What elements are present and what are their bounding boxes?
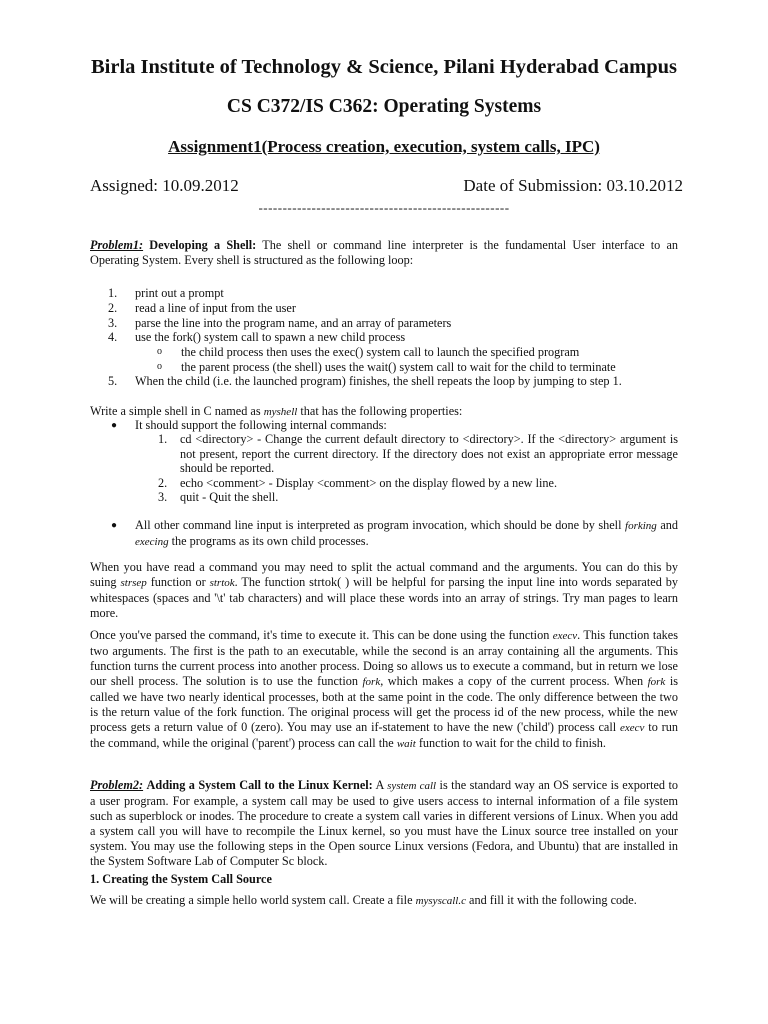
problem1-lead: Developing a Shell:: [149, 238, 257, 252]
problem2-lead: Adding a System Call to the Linux Kernel:: [146, 778, 373, 792]
document-page: Birla Institute of Technology & Science, Pilani Hyderabad Campus CS C372/IS C362: Operating Systems Assignment1(Process creation, execution, system calls, IPC) Assigned: 10.09.2012 Date of Submission: 03.10.2012 ---------------------------------------------------- Problem1: Developing a Shell: The shell or command line interpreter is the fundamental User interface to an Operating System. Every shell is structured as the following loop: 1. print out a prompt 2. read a line of input from the user 3. parse the line into the program name, and an array of parameters 4. use the fork() system call to spawn a new child process o the child process then uses the exec() system call to launch the specified program o the parent process (the shell) uses the wait() system call to wait for the child to terminate 5. When the child (i.e. the launched program) finishes, the shell repeats the loop by jumping to step 1. Write a simple shell in C named as myshell that has the following properties: ● It should support the following internal commands: 1. cd <directory> - Change the current default directory to <directory>. If the <directory> argument is not present, report the current directory. If the directory does not exist an appropriate error message should be reported. 2. echo <comment> - Display <comment> on the display flowed by a new line. 3. quit - Quit the shell. ● All other command line input is interpreted as program invocation, which should be done by shell forking and execing the programs as its own child processes. When you have read a command you may need to split the actual command and the arguments. You can do this by suing strsep function or strtok. The function strtok( ) will be helpful for parsing the input line into words separated by whitespaces (spaces and '\t' tab characters) and will place these words into an array of strings. Try man pages to learn more. Once you've parsed the command, it's time to execute it. This can be done using the function execv. This function takes two arguments. The first is the path to an executable, while the second is an array containing all the arguments. This function turns the current process into another process. Doing so allows us to execute a command, but in return we lose our shell process. The solution is to use the function fork, which makes a copy of the current process. When fork is called we have two nearly identical processes, both at the same point in the code. The only difference between the two is the return value of the fork function. The original process will get the process id of the new process, while the new process gets a return value of 0 (zero). You may use an if-statement to have the new ('child') process call execv to run the command, while the original ('parent') process can call the wait function to wait for the child to finish. Problem2: Adding a System Call to the Linux Kernel: A system call is the standard way an OS service is exported to a user program. For example, a system call may be used to give users access to internal information of a file system such as superblock or inodes. The procedure to create a system call varies in different versions of Linux. When you add a system call you will have to recompile the Linux kernel, so you must have the Linux source tree installed on your system. You may use the following steps in the Open source Linux versions (Fedora, and Ubuntu) that are installed in the System Software Lab of Computer Sc block. 1. Creating the System Call Source We will be creating a simple hello world system call. Create a file mysyscall.c and fill it with the following code.: [0, 0, 768, 1024]
course-title: CS C372/IS C362: Operating Systems: [226, 96, 542, 117]
execute-command-paragraph: Once you've parsed the command, it's time to execute it. This can be done using the function execv. This function takes two arguments. The first is the path to an executable, while the second is an array containing all the arguments. This function turns the current process into another process. Doing so allows us to execute a command, but in return we lose our shell process. The solution is to use the function fork, which makes a copy of the current process. When fork is called we have two nearly identical processes, both at the same point in the code. The only difference between the two is the return value of the fork function. The original process will get the process id of the new process, while the new process gets a return value of 0 (zero). You may use an if-statement to have the new ('child') process call execv to run the command, while the original ('parent') process can call the wait function to wait for the child to finish.: [90, 628, 679, 750]
section-heading: 1. Creating the System Call Source: [90, 872, 272, 886]
internal-commands-list: [150, 432, 678, 505]
list-item: 1. cd <directory> - Change the current default directory to <directory>. If the <directory> argument is not present, report the current directory. If the directory does not exist an appropriate error message should be reported.: [158, 432, 678, 476]
divider-line: ----------------------------------------------------: [258, 200, 510, 215]
assigned-date: Assigned: 10.09.2012: [90, 176, 239, 195]
list-item: 3. quit - Quit the shell.: [158, 490, 279, 505]
myshell-intro: Write a simple shell in C named as myshell that has the following properties:: [90, 404, 463, 418]
assignment-title: Assignment1(Process creation, execution, system calls, IPC): [168, 137, 600, 156]
split-command-paragraph: When you have read a command you may need to split the actual command and the arguments. You can do this by suing strsep function or strtok. The function strtok( ) will be helpful for parsing the input line into words separated by whitespaces (spaces and '\t' tab characters) and will place these words into an array of strings. Try man pages to learn more.: [90, 560, 679, 620]
problem2-intro: Problem2: Adding a System Call to the Linux Kernel: A system call is the standard way an OS service is exported to a user program. For example, a system call may be used to give users access to internal information of a file system such as superblock or inodes. The procedure to create a system call varies in different versions of Linux. When you add a system call you will have to recompile the Linux kernel, so you must have the Linux source tree installed on your system. You may use the following steps in the Open source Linux versions (Fedora, and Ubuntu) that are installed in the System Software Lab of Computer Sc block.: [90, 778, 679, 868]
institute-title: Birla Institute of Technology & Science, Pilani Hyderabad Campus: [90, 56, 677, 78]
submission-date: Date of Submission: 03.10.2012: [463, 176, 683, 195]
problem1-label: Problem1:: [90, 238, 144, 252]
problem2-label: Problem2:: [90, 778, 144, 792]
bullet-icon: ●: [111, 520, 118, 531]
bullet-icon: ●: [111, 420, 118, 431]
section1-text: We will be creating a simple hello world system call. Create a file mysyscall.c and fill it with the following code.: [90, 893, 637, 907]
problem1-intro: Problem1: Developing a Shell: The shell or command line interpreter is the fundamental User interface to an Operating System. Every shell is structured as the following loop:: [90, 238, 678, 267]
list-item: 2. echo <comment> - Display <comment> on the display flowed by a new line.: [158, 475, 558, 490]
